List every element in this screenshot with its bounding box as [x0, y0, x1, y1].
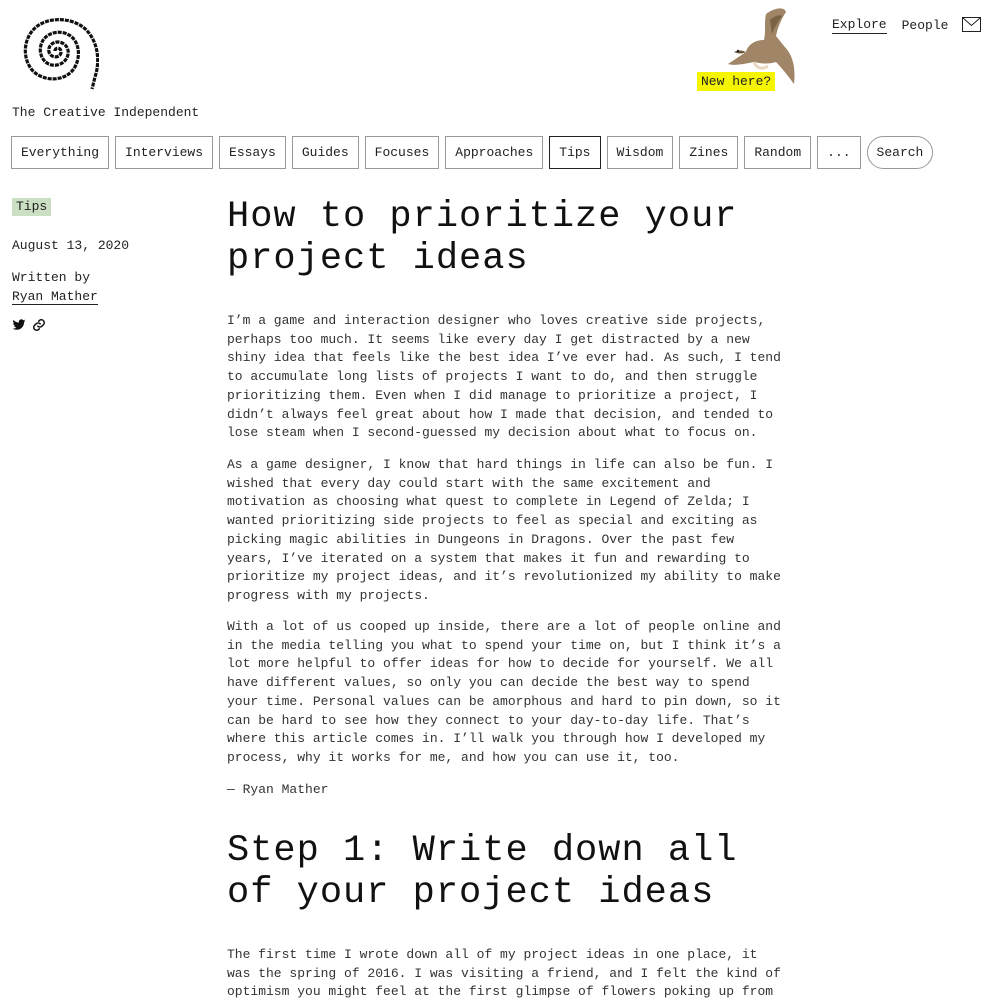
- author-link[interactable]: Ryan Mather: [12, 289, 98, 304]
- site-name[interactable]: The Creative Independent: [12, 105, 200, 120]
- tag-badge[interactable]: Tips: [12, 198, 51, 216]
- publish-date: August 13, 2020: [12, 238, 130, 253]
- article: [227, 196, 787, 1000]
- twitter-icon[interactable]: [12, 318, 26, 332]
- mail-icon[interactable]: [962, 17, 981, 32]
- step1-heading: Step 1: Write down all of your project ideas: [227, 830, 738, 914]
- top-nav: [832, 17, 948, 34]
- category-tips-button[interactable]: Tips: [549, 136, 600, 169]
- article-signature: — Ryan Mather: [227, 782, 329, 797]
- article-paragraph: The first time I wrote down all of my project ideas in one place, it was the spring of 2016. I was visiting a friend, and I felt the kind of optimism you might feel at the first glimpse of flowers poking up from: [227, 947, 781, 1000]
- category-guides-button[interactable]: Guides: [292, 136, 359, 169]
- category-approaches-button[interactable]: Approaches: [445, 136, 543, 169]
- category-essays-button[interactable]: Essays: [219, 136, 286, 169]
- article-paragraph: With a lot of us cooped up inside, there are a lot of people online and in the media telling you what to spend your time on, but I think it’s a lot more helpful to offer ideas for how to decide for yourself. We all have different values, so only you can decide the best way to spend your time. Personal values can be amorphous and hard to pin down, so it can be hard to see how they connect to your day-to-day life. That’s where this article comes in. I’ll walk you through how I developed my process, why it works for me, and how you can use it, too.: [227, 619, 781, 765]
- article-title: How to prioritize your project ideas: [227, 196, 738, 280]
- category-random-button[interactable]: Random: [744, 136, 811, 169]
- share-icons: [12, 318, 52, 332]
- article-paragraph: I’m a game and interaction designer who loves creative side projects, perhaps too much. It seems like every day I get distracted by a new shiny idea that feels like the best idea I’ve ever had. As such, I tend to accumulate long lists of projects I want to do, and then struggle prioritizing them. Even when I did manage to prioritize a project, I didn’t always feel great about how I made that decision, and tended to lose steam when I second-guessed my decision about what to focus on.: [227, 313, 781, 441]
- category-wisdom-button[interactable]: Wisdom: [607, 136, 674, 169]
- category-everything-button[interactable]: Everything: [11, 136, 109, 169]
- people-link[interactable]: People: [901, 18, 949, 33]
- written-by-label: Written by: [12, 270, 91, 285]
- category-zines-button[interactable]: Zines: [679, 136, 738, 169]
- category-focuses-button[interactable]: Focuses: [365, 136, 440, 169]
- category-interviews-button[interactable]: Interviews: [115, 136, 213, 169]
- link-icon[interactable]: [32, 318, 46, 332]
- spiral-logo-icon[interactable]: [11, 11, 99, 91]
- category-more-button[interactable]: ...: [817, 136, 860, 169]
- category-nav: [11, 136, 939, 169]
- explore-link[interactable]: Explore: [832, 17, 887, 32]
- search-button[interactable]: Search: [867, 136, 934, 169]
- article-paragraph: As a game designer, I know that hard things in life can also be fun. I wished that every day could start with the same excitement and motivation as choosing what quest to complete in Legend of Zelda; I wanted prioritizing side projects to feel as special and exciting as picking magic abilities in Dungeons in Dragons. Over the past few years, I’ve iterated on a system that makes it fun and rewarding to prioritize my project ideas, and it’s revolutionized my ability to make progress with my projects.: [227, 457, 781, 603]
- new-here-badge[interactable]: New here?: [697, 72, 775, 91]
